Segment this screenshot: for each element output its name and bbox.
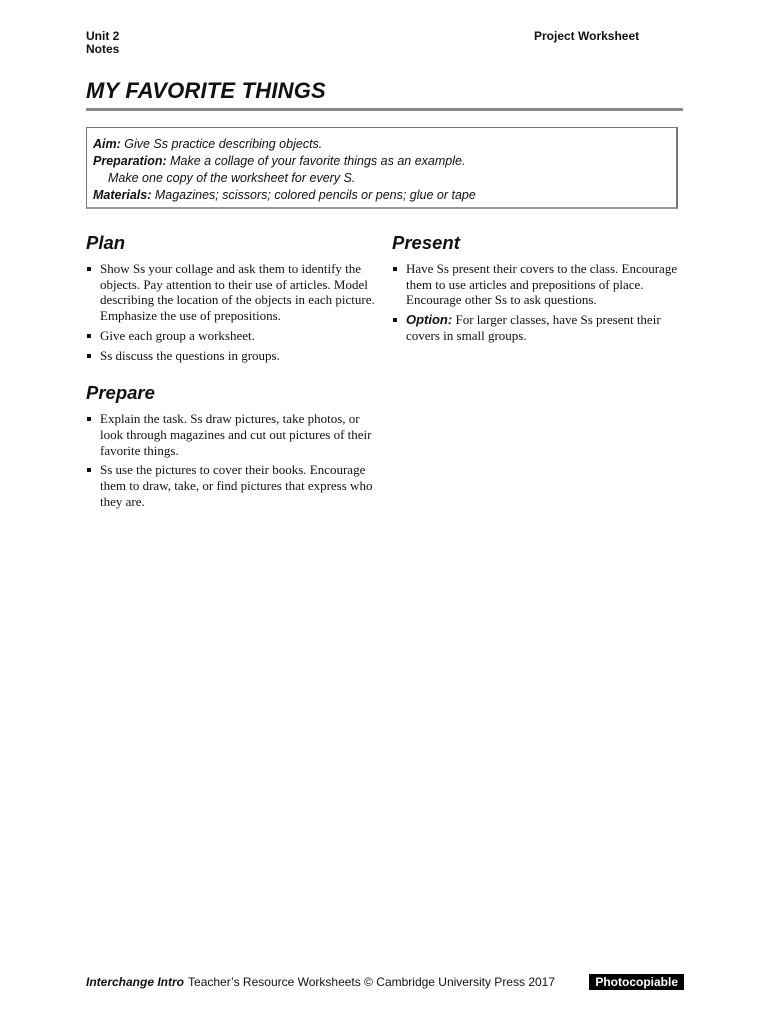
materials-label: Materials: (93, 188, 152, 202)
list-item-text: Have Ss present their covers to the class. Encourage them to use articles and prepositions of place. Encourage other Ss to ask questions. (406, 261, 678, 308)
worksheet-type-label: Project Worksheet (534, 29, 640, 43)
list-item (86, 462, 376, 509)
aim-box (86, 127, 678, 209)
bullet-icon (393, 318, 397, 322)
list-item (86, 328, 376, 344)
right-column (392, 231, 682, 348)
page-footer (86, 975, 684, 991)
bullet-icon (87, 267, 91, 271)
list-item-text: Show Ss your collage and ask them to identify the objects. Pay attention to their use of articles. Model describing the location of the objects in each picture. Emphasize the use of prepositions. (100, 261, 375, 324)
unit-header (86, 30, 119, 56)
title-divider (86, 108, 683, 111)
aim-line (93, 136, 676, 153)
aim-text: Give Ss practice describing objects. (120, 137, 323, 151)
list-item-text: Ss use the pictures to cover their books. Encourage them to draw, take, or find pictures that express who they are. (100, 462, 373, 509)
bullet-icon (87, 468, 91, 472)
materials-text: Magazines; scissors; colored pencils or pens; glue or tape (151, 188, 476, 202)
preparation-line (93, 153, 676, 170)
book-title: Interchange Intro (86, 975, 185, 989)
option-text: For larger classes, have Ss present their covers in small groups. (406, 312, 661, 343)
plan-list (86, 261, 376, 363)
unit-label: Unit 2 (86, 29, 120, 43)
notes-label: Notes (86, 42, 120, 56)
preparation-text: Make a collage of your favorite things as an example. (166, 154, 466, 168)
left-column (86, 231, 376, 513)
prepare-list (86, 411, 376, 509)
list-item-text: Give each group a worksheet. (100, 327, 255, 343)
bullet-icon (87, 417, 91, 421)
list-item (86, 348, 376, 364)
plan-heading: Plan (86, 232, 126, 253)
materials-line (93, 187, 676, 204)
list-item (392, 312, 682, 343)
bullet-icon (393, 267, 397, 271)
preparation-line-2: Make one copy of the worksheet for every S. (108, 171, 356, 185)
option-label: Option: (406, 312, 453, 328)
bullet-icon (87, 354, 91, 358)
present-list (392, 261, 682, 344)
list-item-text: Explain the task. Ss draw pictures, take photos, or look through magazines and cut out pictures of their favorite things. (100, 411, 372, 458)
present-heading: Present (392, 232, 460, 253)
prepare-heading: Prepare (86, 382, 155, 404)
aim-label: Aim: (93, 137, 121, 151)
list-item (392, 261, 682, 308)
bullet-icon (87, 334, 91, 338)
page-title: MY FAVORITE THINGS (86, 78, 326, 103)
list-item (86, 411, 376, 458)
list-item-text: Ss discuss the questions in groups. (100, 347, 280, 363)
photocopiable-badge: Photocopiable (589, 974, 684, 990)
preparation-label: Preparation: (93, 154, 167, 168)
list-item (86, 261, 376, 324)
copyright-text: Teacher’s Resource Worksheets © Cambridge University Press 2017 (188, 975, 556, 989)
